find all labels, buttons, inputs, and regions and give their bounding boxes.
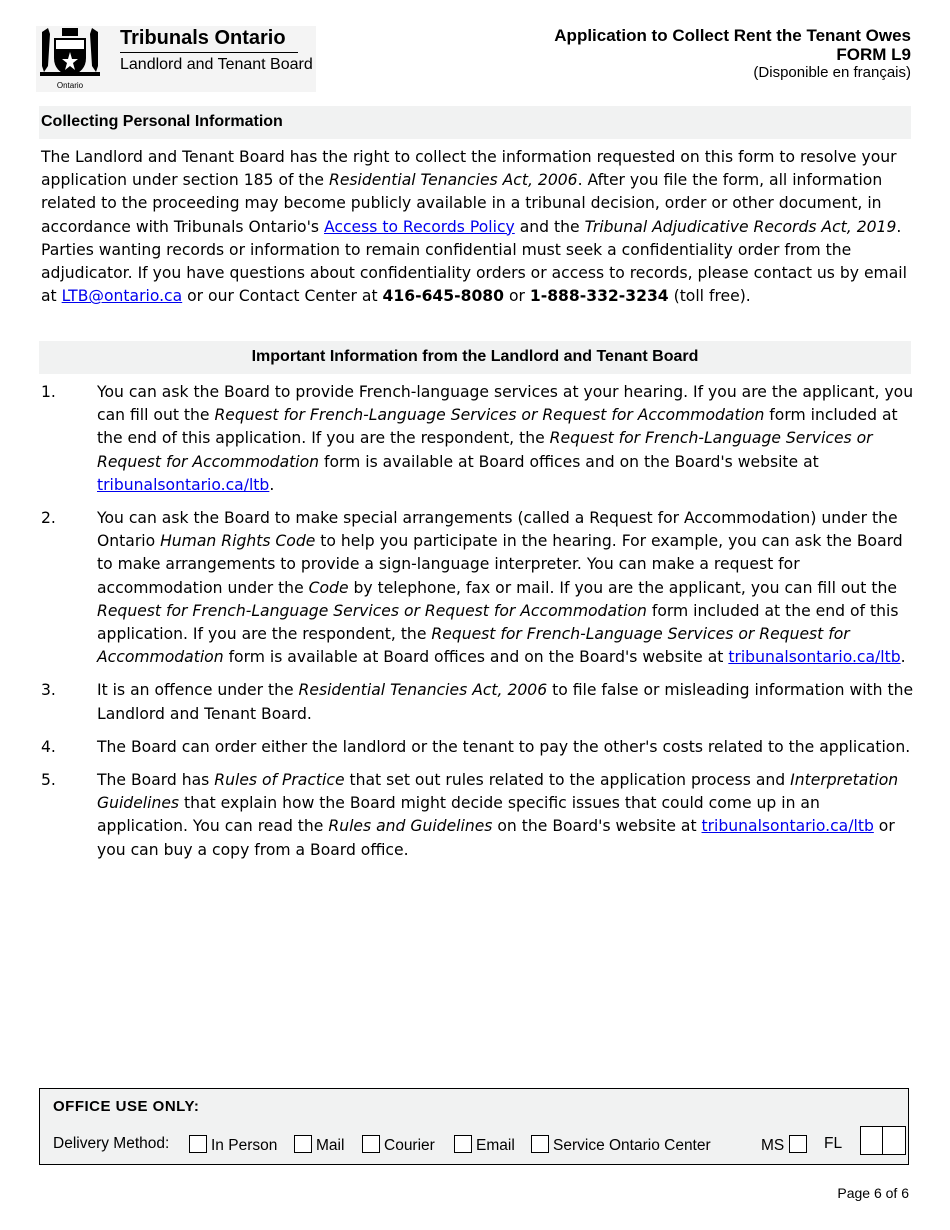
email-checkbox[interactable] <box>454 1135 472 1153</box>
phone-number-toll-free: 1-888-332-3234 <box>529 287 669 306</box>
text: and the <box>514 217 585 236</box>
text: form included at the end of this application. If you are the respondent, the <box>97 601 899 644</box>
guidelines-name: Interpretation Guidelines <box>97 771 899 813</box>
list-item <box>41 507 915 669</box>
item-number: 5. <box>41 771 56 790</box>
office-use-title: OFFICE USE ONLY: <box>53 1098 200 1115</box>
delivery-method-label: Delivery Method: <box>53 1135 170 1152</box>
access-to-records-link[interactable]: Access to Records Policy <box>323 217 515 236</box>
fl-label: FL <box>824 1135 843 1152</box>
text: that explain how the Board might decide specific issues that could come up in an application. You can read the <box>97 794 820 836</box>
item-number: 3. <box>41 681 56 700</box>
email-link[interactable]: LTB@ontario.ca <box>61 287 183 306</box>
code-name: Code <box>308 578 349 597</box>
service-ontario-checkbox[interactable] <box>531 1135 549 1153</box>
form-name: Request for French-Language Services or Request for Accommodation <box>97 625 850 667</box>
list-item <box>41 381 915 497</box>
text: or <box>504 287 530 306</box>
text: (toll free). <box>668 287 751 306</box>
act-name: Residential Tenancies Act, 2006 <box>328 171 578 190</box>
option-label: Service Ontario Center <box>553 1137 711 1154</box>
act-name: Tribunal Adjudicative Records Act, 2019 <box>584 217 897 236</box>
list-item <box>41 736 915 759</box>
org-name: Tribunals Ontario <box>120 27 286 49</box>
delivery-in-person-option[interactable] <box>189 1135 277 1155</box>
phone-number: 416-645-8080 <box>382 287 504 306</box>
delivery-email-option[interactable] <box>454 1135 515 1155</box>
form-name: Request for French-Language Services or Request for Accommodation <box>97 601 647 620</box>
ltb-website-link[interactable]: tribunalsontario.ca/ltb <box>701 817 874 836</box>
code-name: Human Rights Code <box>160 532 316 551</box>
personal-info-heading: Collecting Personal Information <box>39 106 911 139</box>
french-note: (Disponible en français) <box>753 64 911 81</box>
text: to help you participate in the hearing. For example, you can ask the Board to make arrangements to provide a sign-language interpreter. You can make a request for accommodation under the <box>97 532 903 597</box>
text: . After you file the form, all information related to the proceeding may become publicly available in a tribunal decision, order or other document, in accordance with Tribunals Ontario's <box>41 171 883 236</box>
fl-input-boxes[interactable] <box>860 1126 906 1155</box>
text: on the Board's website at <box>492 817 702 836</box>
divider <box>882 1127 883 1154</box>
option-label: Email <box>476 1137 515 1154</box>
text: that set out rules related to the application process and <box>344 771 791 790</box>
courier-checkbox[interactable] <box>362 1135 380 1153</box>
item-number: 2. <box>41 509 56 528</box>
text: . Parties wanting records or information to remain confidential must seek a confidentiality order from the adjudicator. If you have questions about confidentiality orders or access to records, please contact us by email at <box>41 217 907 306</box>
text: . <box>900 648 906 667</box>
delivery-mail-option[interactable] <box>294 1135 344 1155</box>
text: You can ask the Board to provide French-language services at your hearing. If you are the applicant, you can fill out the <box>97 383 914 425</box>
divider <box>120 52 298 53</box>
ms-field[interactable] <box>761 1135 811 1155</box>
text: The Board can order either the landlord or the tenant to pay the other's costs related to the application. <box>97 737 911 756</box>
text: form is available at Board offices and on the Board's website at <box>223 648 729 667</box>
crest-caption: Ontario <box>56 81 84 90</box>
text: or our Contact Center at <box>182 287 383 306</box>
rules-guidelines-name: Rules and Guidelines <box>328 817 493 836</box>
list-item <box>41 679 915 725</box>
mail-checkbox[interactable] <box>294 1135 312 1153</box>
option-label: Courier <box>384 1137 435 1154</box>
item-number: 4. <box>41 737 56 756</box>
important-info-list <box>41 381 915 872</box>
text: The Landlord and Tenant Board has the right to collect the information requested on this form to resolve your application under section 185 of the <box>41 148 897 190</box>
in-person-checkbox[interactable] <box>189 1135 207 1153</box>
tribunals-ontario-logo <box>36 26 316 92</box>
form-title: Application to Collect Rent the Tenant Owes <box>554 26 911 45</box>
delivery-service-ontario-option[interactable] <box>531 1135 711 1155</box>
text: . <box>269 475 275 494</box>
form-header <box>554 26 911 81</box>
ltb-website-link[interactable]: tribunalsontario.ca/ltb <box>97 475 270 494</box>
text: form is available at Board offices and on the Board's website at <box>319 452 819 471</box>
text: form included at the end of this application. If you are the respondent, the <box>97 406 898 448</box>
text: by telephone, fax or mail. If you are the applicant, you can fill out the <box>348 578 897 597</box>
list-item <box>41 769 915 862</box>
page-number: Page 6 of 6 <box>837 1185 909 1201</box>
text: or you can buy a copy from a Board office. <box>97 817 895 859</box>
delivery-courier-option[interactable] <box>362 1135 435 1155</box>
form-name: Request for French-Language Services or Request for Accommodation <box>214 406 765 425</box>
ms-label: MS <box>761 1137 785 1154</box>
rules-name: Rules of Practice <box>214 771 345 790</box>
act-name: Residential Tenancies Act, 2006 <box>298 681 548 700</box>
option-label: In Person <box>211 1137 278 1154</box>
ltb-website-link[interactable]: tribunalsontario.ca/ltb <box>728 648 901 667</box>
ontario-crest-icon <box>38 26 102 92</box>
option-label: Mail <box>316 1137 345 1154</box>
text: It is an offence under the <box>97 681 299 700</box>
org-subtitle: Landlord and Tenant Board <box>120 56 313 73</box>
form-name: Request for French-Language Services or Request for Accommodation <box>97 429 873 471</box>
text: The Board has <box>97 771 215 790</box>
important-info-heading: Important Information from the Landlord and Tenant Board <box>39 341 911 374</box>
ms-checkbox[interactable] <box>789 1135 807 1153</box>
text: to file false or misleading information with the Landlord and Tenant Board. <box>97 681 914 723</box>
text: You can ask the Board to make special arrangements (called a Request for Accommodation) under the Ontario <box>97 509 898 551</box>
office-use-box <box>39 1088 909 1165</box>
personal-info-paragraph <box>41 146 915 308</box>
form-number: FORM L9 <box>836 45 911 64</box>
item-number: 1. <box>41 383 56 401</box>
